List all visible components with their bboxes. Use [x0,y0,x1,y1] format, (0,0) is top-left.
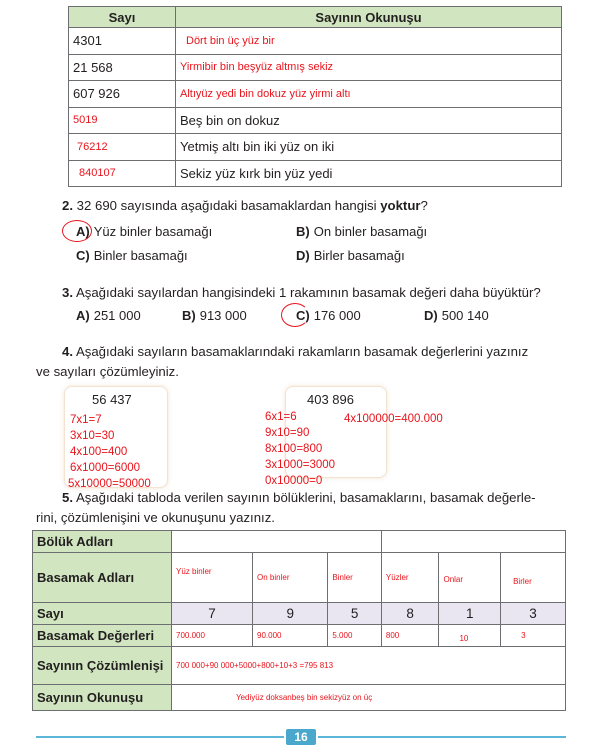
cell-reading-handwritten: Yirmibir bin beşyüz altmış sekiz [176,54,562,81]
work-line: 3x10=30 [70,430,115,442]
question-number: 4. [62,344,73,359]
handwritten-work-2 [265,409,335,489]
table-row [69,81,562,108]
question-text: Aşağıdaki sayıların basamaklarındaki rakamların basamak değerlerini yazınız [75,344,529,359]
table-row [69,160,562,187]
option-letter: B) [182,308,196,323]
footer-line-right [318,736,566,738]
cell-digit: 8 [381,603,439,625]
cell-cozumlenis: 700 000+90 000+5000+800+10+3 =795 813 [172,647,566,685]
cell-digit: 7 [172,603,253,625]
label-deger: Basamak Değerleri [33,625,172,647]
cell-reading: Sekiz yüz kırk bin yüz yedi [176,160,562,187]
cell-reading-handwritten: Altıyüz yedi bin dokuz yüz yirmi altı [176,81,562,108]
answer-circle-mark [62,220,92,242]
option-text: 913 000 [199,308,247,323]
cell-deger: 10 [439,625,501,647]
cell-deger: 90.000 [253,625,328,647]
question-text: Aşağıdaki tabloda verilen sayının bölüklerini, basamaklarını, basamak değerle- [75,490,536,505]
question-4-line2: ve sayıları çözümleyiniz. [36,364,179,379]
work-line: 6x1=6 [265,411,297,423]
option-letter: D) [296,248,310,263]
work-line: 8x100=800 [265,443,323,455]
cell-number: 21 568 [69,54,176,81]
option-text: Birler basamağı [313,248,405,263]
cell-number: 4301 [69,28,176,55]
label-sayi: Sayı [33,603,172,625]
option-c[interactable] [76,248,188,263]
cell-number-handwritten: 5019 [69,107,176,134]
option-text: 176 000 [313,308,361,323]
question-2 [62,198,428,213]
box-number: 56 437 [92,392,132,407]
question-emphasis: yoktur [380,198,421,213]
option-letter: D) [424,308,438,323]
col-header-number: Sayı [69,7,176,28]
option-letter: C) [76,248,90,263]
handwritten-extra: 4x100000=400.000 [344,413,443,425]
cell-empty [381,531,565,553]
cell-number: 607 926 [69,81,176,108]
question-3 [62,285,541,300]
cell-reading: Beş bin on dokuz [176,107,562,134]
cell-empty [172,531,382,553]
option-letter: A) [76,308,90,323]
cell-number-handwritten: 840107 [69,160,176,187]
option-text: Yüz binler basamağı [93,224,213,239]
option-text: Binler basamağı [93,248,188,263]
work-line: 9x10=90 [265,427,310,439]
question-number: 2. [62,198,73,213]
label-boluk: Bölük Adları [33,531,172,553]
option-text: 500 140 [441,308,489,323]
option-b[interactable] [296,224,427,239]
handwritten-work-1 [70,412,151,492]
label-cozum: Sayının Çözümlenişi [33,647,172,685]
option-b[interactable] [182,308,247,323]
cell-reading-handwritten: Dört bin üç yüz bir [176,28,562,55]
work-line: 7x1=7 [70,414,102,426]
cell-digit: 1 [439,603,501,625]
page-number: 16 [286,729,316,745]
cell-basamak: Onlar [439,553,501,603]
cell-deger: 3 [501,625,566,647]
label-okunus: Sayının Okunuşu [33,685,172,711]
question-5 [62,490,536,505]
box-number: 403 896 [307,392,354,407]
question-text: 32 690 sayısında aşağıdaki basamaklardan hangisi [76,198,377,213]
option-d[interactable] [424,308,489,323]
option-a[interactable] [76,308,141,323]
cell-deger: 800 [381,625,439,647]
cell-basamak: Yüz binler [172,553,253,603]
cell-basamak: Birler [501,553,566,603]
question-text: Aşağıdaki sayılardan hangisindeki 1 rakamının basamak değeri daha büyüktür? [75,285,541,300]
option-text: 251 000 [93,308,141,323]
cell-basamak: Binler [328,553,382,603]
question-number: 3. [62,285,73,300]
work-line: 3x1000=3000 [265,459,336,471]
table-row [69,54,562,81]
table-row [69,134,562,161]
reading-table [68,6,562,187]
table-row [69,107,562,134]
table-row [69,28,562,55]
work-line: 4x100=400 [70,446,128,458]
option-letter: B) [296,224,310,239]
option-text: On binler basamağı [313,224,428,239]
question-4 [62,344,562,359]
cell-digit: 3 [501,603,566,625]
question-mark: ? [420,198,428,213]
cell-okunus: Yediyüz doksanbeş bin sekizyüz on üç [172,685,566,711]
label-basamak: Basamak Adları [33,553,172,603]
option-letter: C) [296,308,310,323]
col-header-reading: Sayının Okunuşu [176,7,562,28]
place-value-table [32,530,566,711]
cell-digit: 5 [328,603,382,625]
cell-number-handwritten: 76212 [69,134,176,161]
cell-reading: Yetmiş altı bin iki yüz on iki [176,134,562,161]
cell-basamak: Yüzler [381,553,439,603]
cell-deger: 700.000 [172,625,253,647]
question-5-line2: rini, çözümlenişini ve okunuşunu yazınız. [36,510,275,525]
cell-digit: 9 [253,603,328,625]
option-a[interactable] [76,224,212,239]
work-line: 5x10000=50000 [68,478,151,490]
option-d[interactable] [296,248,405,263]
question-number: 5. [62,490,73,505]
option-letter: A) [76,224,90,239]
footer-line-left [36,736,284,738]
cell-basamak: On binler [253,553,328,603]
answer-circle-mark [281,303,309,327]
cell-deger: 5.000 [328,625,382,647]
work-line: 0x10000=0 [265,475,323,487]
work-line: 6x1000=6000 [70,462,141,474]
